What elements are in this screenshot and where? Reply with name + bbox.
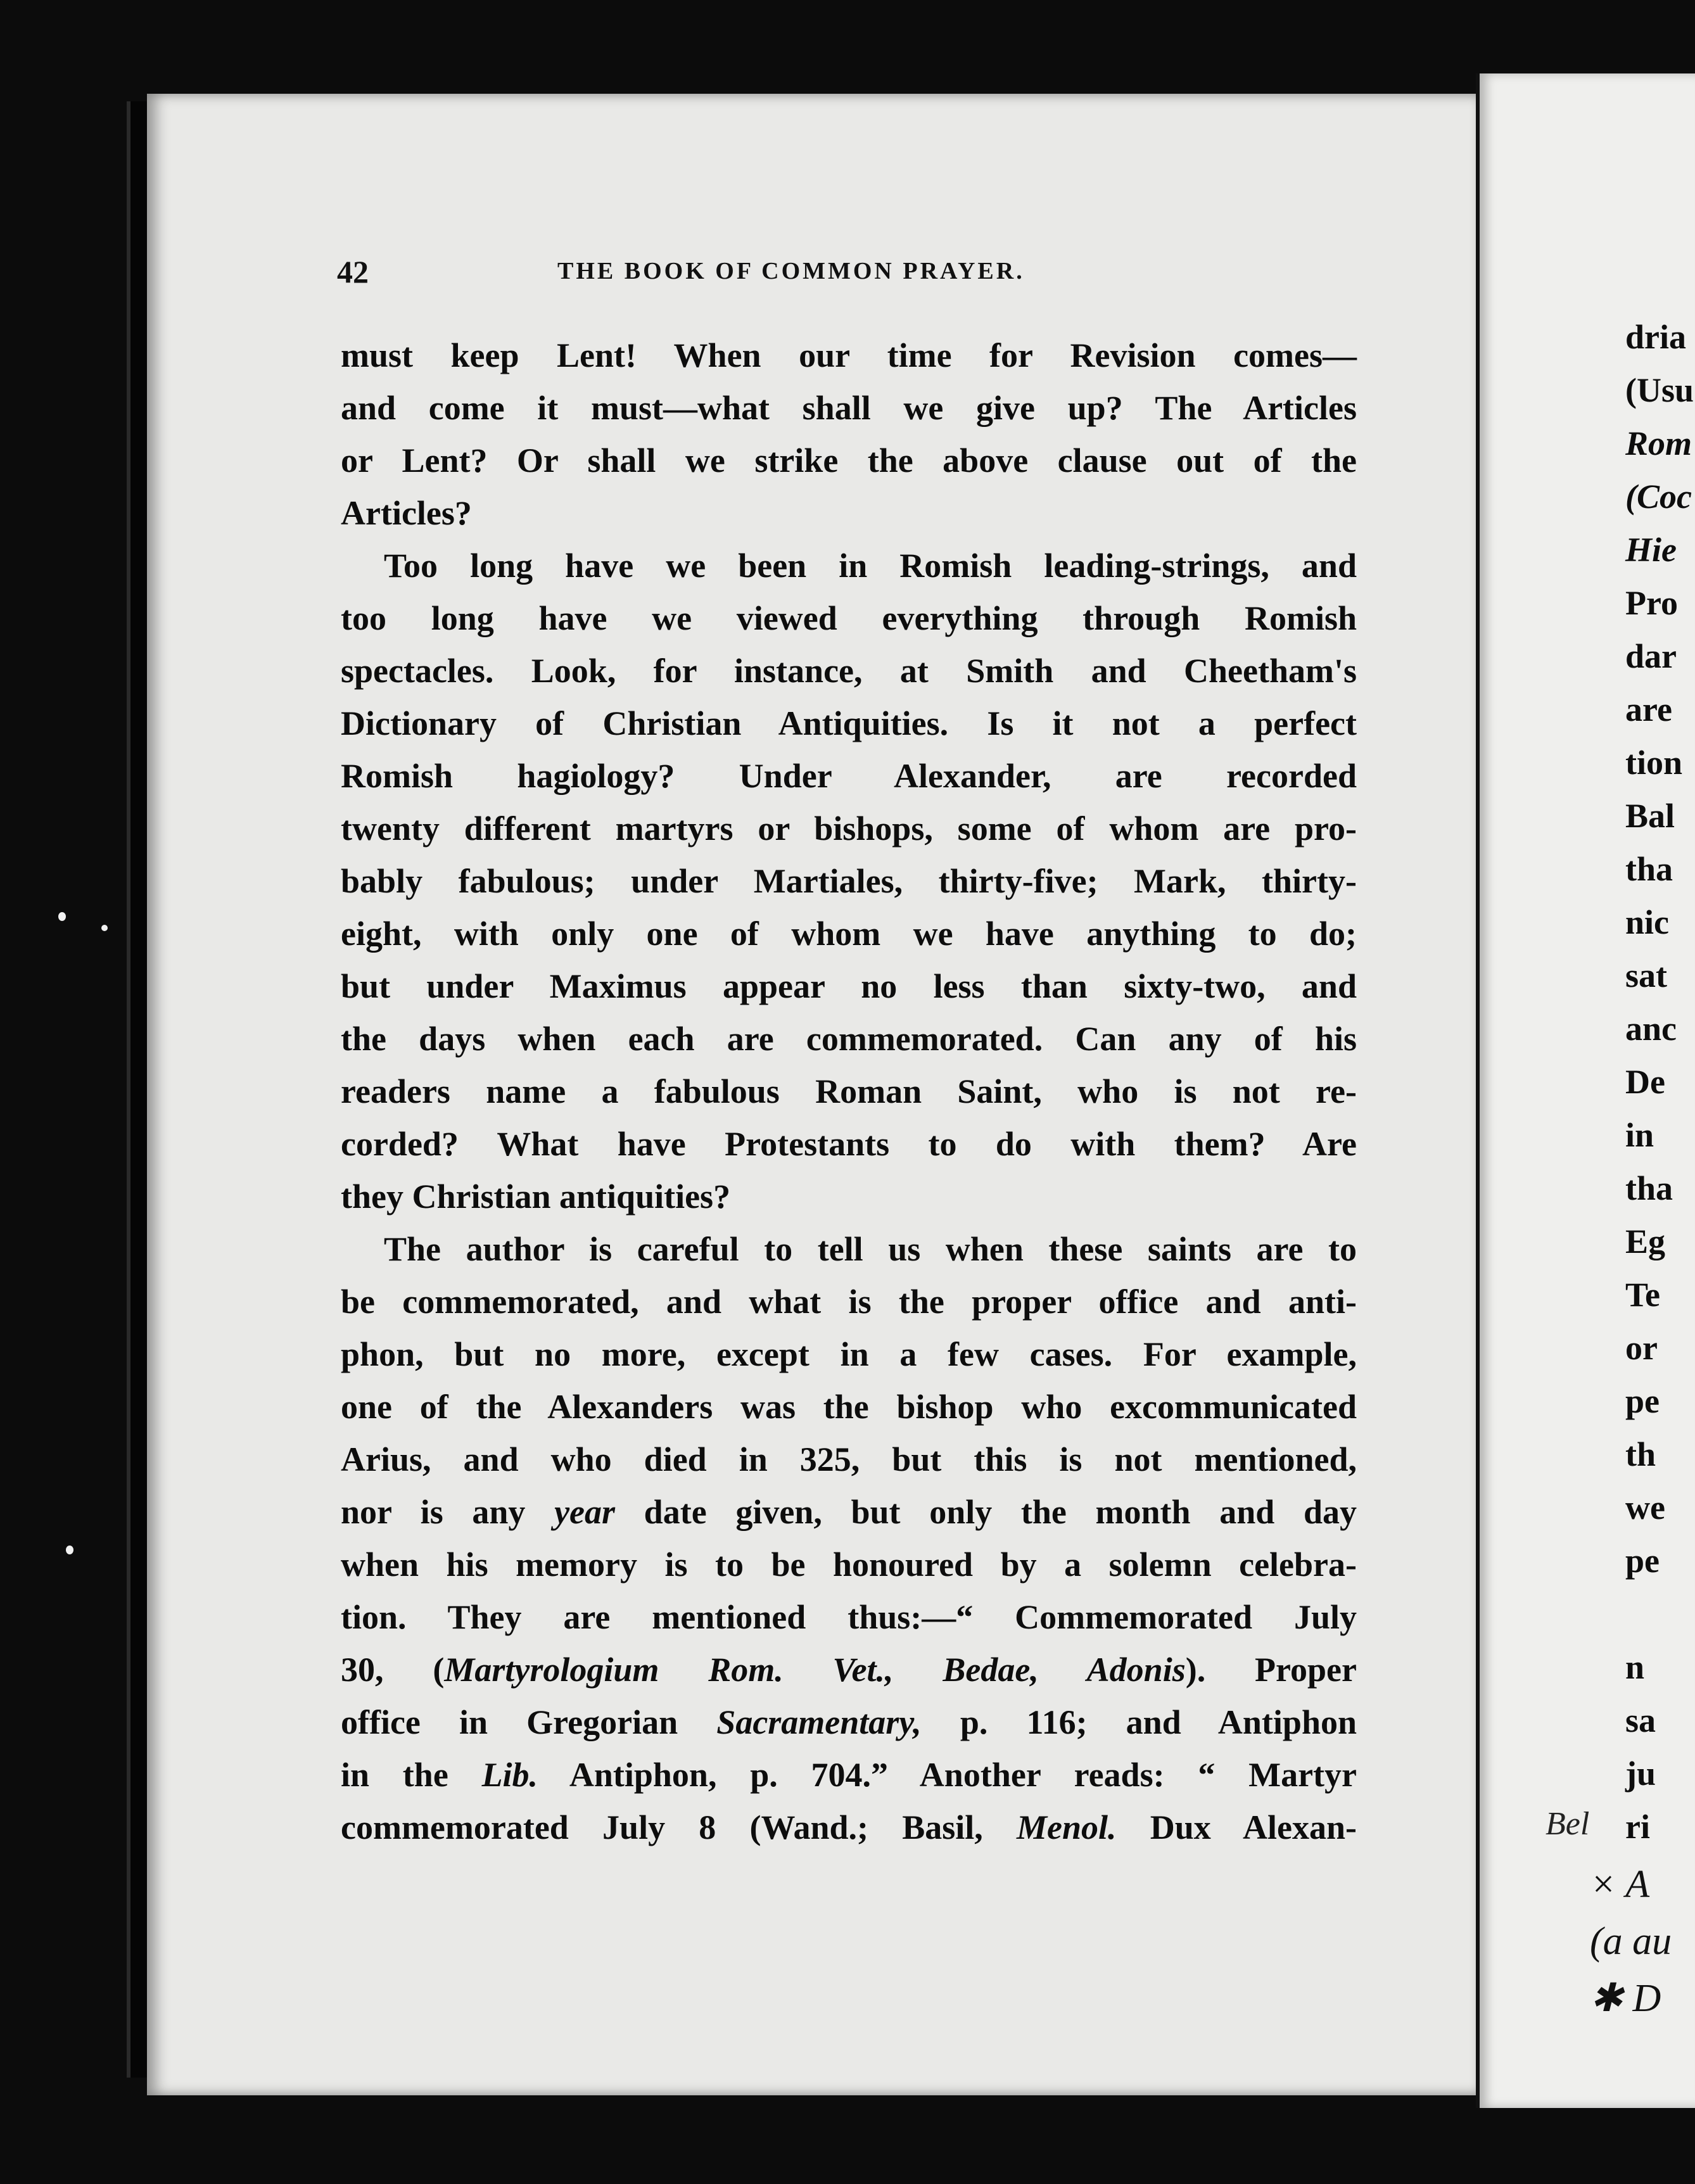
fragment: (Usu [1625, 371, 1694, 409]
text-line: too long have we viewed everything through Romish [341, 599, 1357, 637]
text-line: office in Gregorian Sacramentary, p. 116; and Antiphon [341, 1703, 1357, 1741]
handwritten-line: ✱ D [1590, 1977, 1661, 2020]
handwritten-margin-note: Bel [1546, 1806, 1590, 1842]
text-line: readers name a fabulous Roman Saint, who is not re- [341, 1072, 1357, 1110]
text-line: Romish hagiology? Under Alexander, are recorded [341, 757, 1357, 795]
fragment: th [1625, 1435, 1656, 1473]
right-page-text [1625, 310, 1695, 1853]
fragment: sa [1625, 1701, 1656, 1739]
text-line: twenty different martyrs or bishops, some of whom are pro- [341, 809, 1357, 848]
fragment: nic [1625, 903, 1670, 941]
fragment: we [1625, 1489, 1665, 1527]
text-line: they Christian antiquities? [341, 1178, 731, 1216]
fragment: Pro [1625, 584, 1678, 622]
text-line: eight, with only one of whom we have anything to do; [341, 915, 1357, 953]
text-line: must keep Lent! When our time for Revision comes— [341, 336, 1357, 374]
text-line: in the Lib. Antiphon, p. 704.” Another reads: “ Martyr [341, 1756, 1357, 1794]
fragment: ri [1625, 1808, 1650, 1846]
fragment: or [1625, 1329, 1658, 1367]
fragment-gap [1625, 1587, 1695, 1641]
fragment: anc [1625, 1010, 1677, 1048]
fragment: Eg [1625, 1222, 1666, 1260]
text-line: nor is any year date given, but only the month and day [341, 1493, 1357, 1531]
italic-year: year [554, 1493, 616, 1531]
dust-speck [66, 1546, 73, 1554]
text-line: or Lent? Or shall we strike the above clause out of the [341, 441, 1357, 479]
text-line: bably fabulous; under Martiales, thirty-five; Mark, thirty- [341, 862, 1357, 900]
fragment: n [1625, 1648, 1645, 1686]
text-line: Arius, and who died in 325, but this is not mentioned, [341, 1440, 1357, 1478]
fragment: are [1625, 690, 1672, 728]
fragment: sat [1625, 956, 1667, 994]
text-line: be commemorated, and what is the proper office and anti- [341, 1283, 1357, 1321]
fragment: tion [1625, 744, 1683, 782]
text-line: and come it must—what shall we give up? The Articles [341, 389, 1357, 427]
text-line: The author is careful to tell us when these saints are to [384, 1230, 1357, 1268]
text-line: one of the Alexanders was the bishop who excommunicated [341, 1388, 1357, 1426]
dust-speck [101, 925, 108, 931]
fragment: tha [1625, 850, 1673, 888]
fragment: dar [1625, 637, 1677, 675]
body-text [341, 329, 1357, 1854]
fragment: Te [1625, 1276, 1661, 1314]
fragment: dria [1625, 318, 1687, 356]
text-line: Articles? [341, 494, 472, 532]
handwritten-line: × A [1590, 1863, 1650, 1906]
text-line: Dictionary of Christian Antiquities. Is it not a perfect [341, 704, 1357, 742]
running-title: THE BOOK OF COMMON PRAYER. [557, 258, 1025, 284]
fragment: De [1625, 1063, 1665, 1101]
text-line: tion. They are mentioned thus:—“ Commemorated July [341, 1598, 1357, 1636]
text-line: Too long have we been in Romish leading-strings, and [384, 547, 1357, 585]
fragment: Hie [1625, 531, 1677, 569]
page-number: 42 [337, 254, 369, 289]
text-line: phon, but no more, except in a few cases. For example, [341, 1335, 1357, 1373]
page-header [190, 253, 1393, 304]
fragment: Bal [1625, 797, 1675, 835]
fragment: pe [1625, 1382, 1660, 1420]
fragment: Rom [1625, 424, 1692, 462]
italic-lib: Lib. [481, 1756, 538, 1794]
fragment: ju [1625, 1755, 1656, 1793]
fragment: (Coc [1625, 478, 1692, 516]
text-line: 30, (Martyrologium Rom. Vet., Bedae, Adonis). Proper [341, 1651, 1357, 1689]
text-line: the days when each are commemorated. Can any of his [341, 1020, 1357, 1058]
italic-sources: Martyrologium Rom. Vet., Bedae, Adonis [444, 1651, 1186, 1689]
text-line: commemorated July 8 (Wand.; Basil, Menol. Dux Alexan- [341, 1808, 1357, 1846]
text-line: but under Maximus appear no less than sixty-two, and [341, 967, 1357, 1005]
fragment: pe [1625, 1542, 1660, 1580]
handwritten-line: (a au [1590, 1920, 1672, 1963]
text-line: spectacles. Look, for instance, at Smith and Cheetham's [341, 652, 1357, 690]
text-line: when his memory is to be honoured by a solemn celebra- [341, 1546, 1357, 1584]
dust-speck [58, 912, 66, 921]
italic-sacramentary: Sacramentary, [716, 1703, 922, 1741]
fragment: in [1625, 1116, 1654, 1154]
handwritten-annotations [1590, 1856, 1695, 2027]
italic-menol: Menol. [1017, 1808, 1117, 1846]
text-line: corded? What have Protestants to do with them? Are [341, 1125, 1357, 1163]
fragment: tha [1625, 1169, 1673, 1207]
